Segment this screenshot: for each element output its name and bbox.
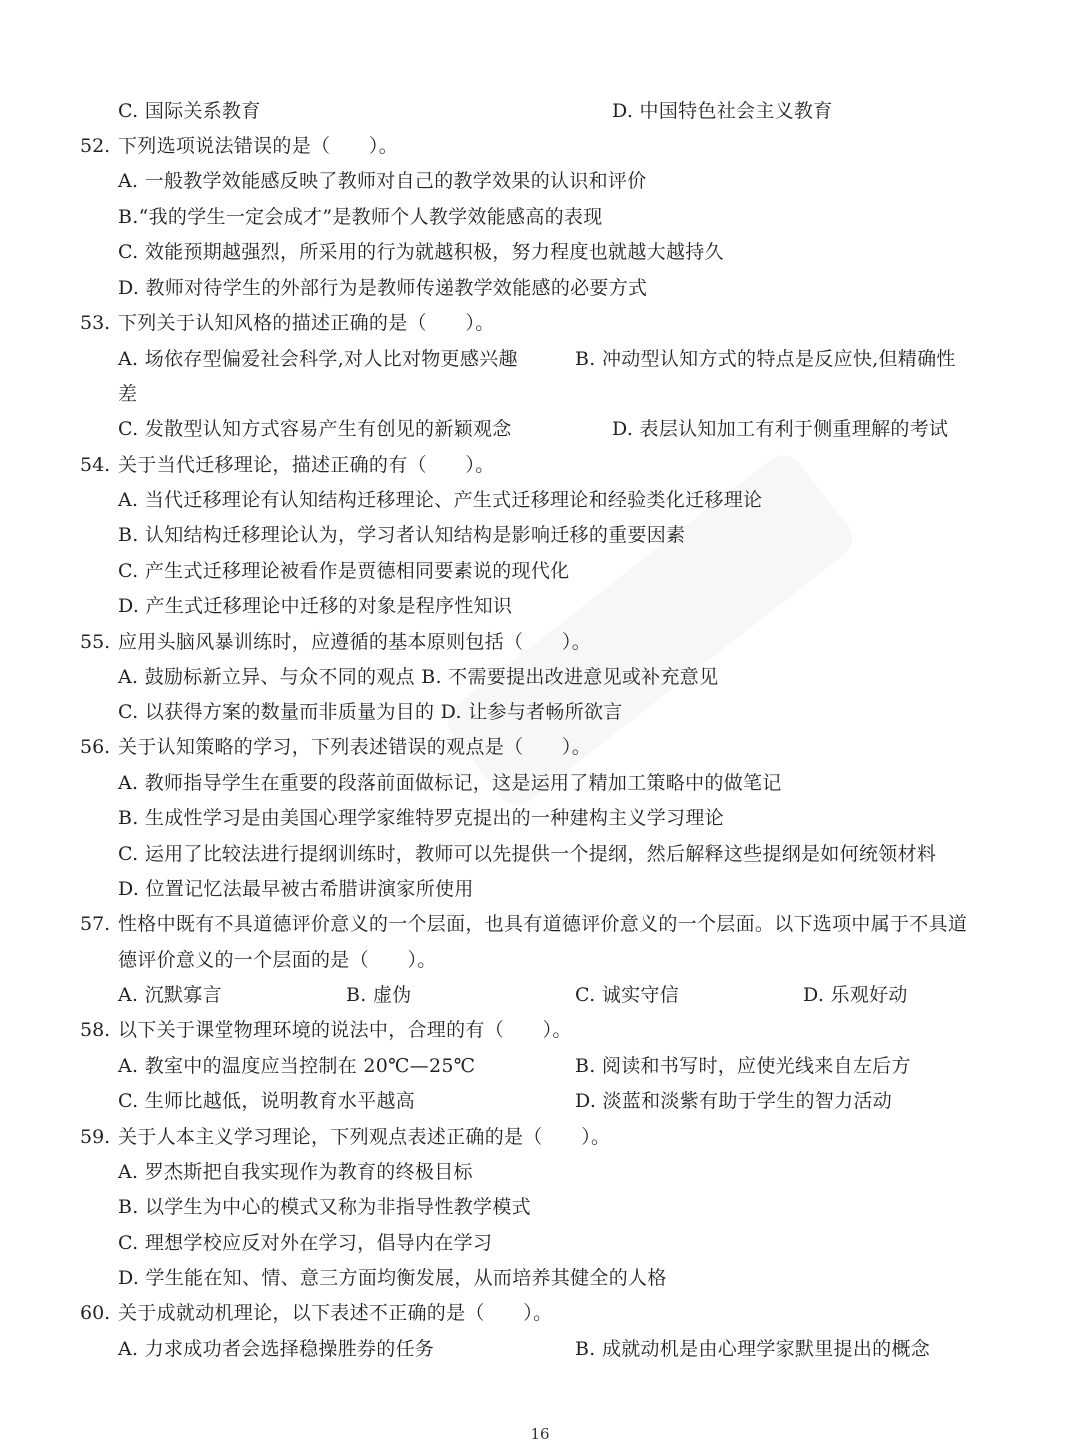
question-stem: 关于人本主义学习理论，下列观点表述正确的是（ ）。 (118, 1126, 611, 1148)
option-text: A. 沉默寡言 (118, 984, 222, 1006)
option-text: D. 乐观好动 (803, 984, 908, 1006)
question-number: 55. (80, 631, 111, 653)
question-stem: 应用头脑风暴训练时，应遵循的基本原则包括（ ）。 (118, 631, 592, 653)
question-number: 52. (80, 135, 111, 157)
option-text: A. 力求成功者会选择稳操胜券的任务 (118, 1338, 435, 1360)
option-text: D. 表层认知加工有利于侧重理解的考试 (612, 418, 949, 440)
option-text: A. 教师指导学生在重要的段落前面做标记，这是运用了精加工策略中的做笔记 (118, 772, 782, 794)
option-text: A. 罗杰斯把自我实现作为教育的终极目标 (118, 1161, 473, 1183)
option-text: B. 以学生为中心的模式又称为非指导性教学模式 (118, 1196, 531, 1218)
option-text: D. 位置记忆法最早被古希腊讲演家所使用 (118, 878, 474, 900)
option-text: B. 冲动型认知方式的特点是反应快,但精确性 (575, 348, 956, 370)
question-stem: 性格中既有不具道德评价意义的一个层面，也具有道德评价意义的一个层面。以下选项中属于不具道 (118, 913, 968, 935)
question-stem-continued: 德评价意义的一个层面的是（ ）。 (118, 949, 437, 971)
question-number: 53. (80, 312, 111, 334)
question-stem: 关于当代迁移理论，描述正确的有（ ）。 (118, 454, 495, 476)
question-stem: 以下关于课堂物理环境的说法中，合理的有（ ）。 (118, 1019, 572, 1041)
question-number: 54. (80, 454, 111, 476)
option-text: C. 诚实守信 (575, 984, 680, 1006)
option-text: A. 场依存型偏爱社会科学,对人比对物更感兴趣 (118, 348, 518, 370)
option-text: C. 以获得方案的数量而非质量为目的 D. 让参与者畅所欲言 (118, 701, 623, 723)
page-number: 16 (530, 1425, 550, 1443)
option-text: C. 理想学校应反对外在学习，倡导内在学习 (118, 1232, 493, 1254)
option-text: B. 成就动机是由心理学家默里提出的概念 (575, 1338, 931, 1360)
question-stem: 关于成就动机理论，以下表述不正确的是（ ）。 (118, 1302, 553, 1324)
question-number: 58. (80, 1019, 111, 1041)
option-text: C. 运用了比较法进行提纲训练时，教师可以先提供一个提纲，然后解释这些提纲是如何统领材料 (118, 843, 937, 865)
question-number: 56. (80, 736, 111, 758)
option-text: C. 效能预期越强烈，所采用的行为就越积极，努力程度也就越大越持久 (118, 241, 724, 263)
question-stem: 关于认知策略的学习，下列表述错误的观点是（ ）。 (118, 736, 592, 758)
question-stem: 下列关于认知风格的描述正确的是（ ）。 (118, 312, 495, 334)
option-text: D. 产生式迁移理论中迁移的对象是程序性知识 (118, 595, 513, 617)
option-text: D. 中国特色社会主义教育 (612, 100, 833, 122)
question-number: 57. (80, 913, 111, 935)
option-text: B.“我的学生一定会成才”是教师个人教学效能感高的表现 (118, 206, 603, 228)
option-text: D. 淡蓝和淡紫有助于学生的智力活动 (575, 1090, 893, 1112)
question-number: 59. (80, 1126, 111, 1148)
option-text: C. 产生式迁移理论被看作是贾德相同要素说的现代化 (118, 560, 570, 582)
option-text: A. 一般教学效能感反映了教师对自己的教学效果的认识和评价 (118, 170, 647, 192)
option-text: B. 生成性学习是由美国心理学家维特罗克提出的一种建构主义学习理论 (118, 807, 724, 829)
option-text: A. 教室中的温度应当控制在 20℃—25℃ (118, 1055, 476, 1077)
option-text: A. 鼓励标新立异、与众不同的观点 B. 不需要提出改进意见或补充意见 (118, 666, 719, 688)
option-text: B. 阅读和书写时，应使光线来自左后方 (575, 1055, 911, 1077)
question-number: 60. (80, 1302, 111, 1324)
option-text: D. 学生能在知、情、意三方面均衡发展，从而培养其健全的人格 (118, 1267, 667, 1289)
option-text: C. 发散型认知方式容易产生有创见的新颖观念 (118, 418, 512, 440)
option-text: B. 认知结构迁移理论认为，学习者认知结构是影响迁移的重要因素 (118, 524, 686, 546)
option-text: 差 (118, 383, 138, 405)
option-text: D. 教师对待学生的外部行为是教师传递教学效能感的必要方式 (118, 277, 648, 299)
question-stem: 下列选项说法错误的是（ ）。 (118, 135, 399, 157)
option-text: C. 生师比越低，说明教育水平越高 (118, 1090, 416, 1112)
option-text: C. 国际关系教育 (118, 100, 261, 122)
option-text: A. 当代迁移理论有认知结构迁移理论、产生式迁移理论和经验类化迁移理论 (118, 489, 763, 511)
option-text: B. 虚伪 (346, 984, 412, 1006)
